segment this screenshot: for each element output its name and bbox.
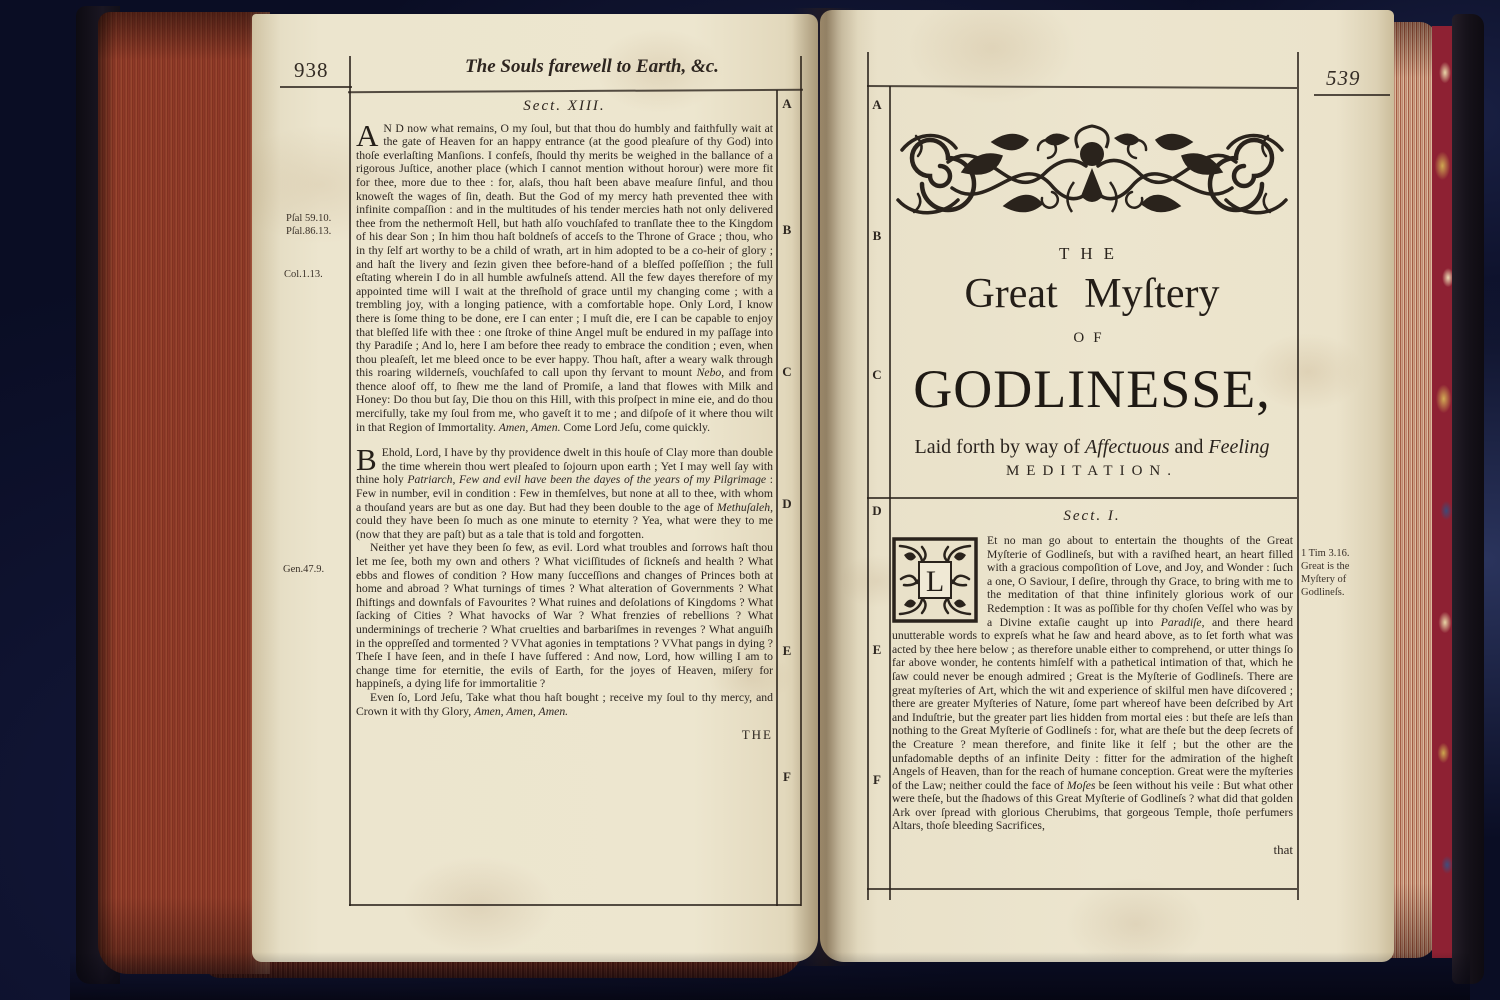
frame-inner-left-rule bbox=[889, 86, 891, 900]
running-title: The Souls farewell to Earth, &c. bbox=[465, 56, 719, 77]
column-letter-B: B bbox=[782, 222, 792, 237]
margin-note-line: 1 Tim 3.16. bbox=[1301, 548, 1350, 559]
page-number-rule-right bbox=[1314, 94, 1390, 96]
column-letter-D: D bbox=[782, 496, 792, 511]
right-page-number: 539 bbox=[1326, 66, 1361, 90]
margin-note-line: Myſtery of bbox=[1301, 574, 1347, 585]
catchword-right: that bbox=[1273, 842, 1293, 858]
margin-note-psal-59: Pſal 59.10. bbox=[286, 213, 332, 224]
column-letter-E: E bbox=[872, 642, 882, 657]
margin-note-line: Great is the bbox=[1301, 561, 1350, 572]
paragraph-1-text: N D now what remains, O my ſoul, but that thou do humbly and faithfully wait at the gate of Heaven for an happy entrance (at the good pleaſure of thy God) into thoſe everlaſting Manſions. I confeſs, ſhould thy merits be weighed in the ballance of a rigorous Juſtice, another place (which I cannot mention without horour) were more fit for thee, more due to thee : for, alaſs, thou haſt been abave meaſure ſinful, and thou knoweſt the wages of ſin, death. But the God of my mercy hath prevented thee with infinite compaſſion : and in the multitudes of his tender mercies hath not only delivered thee from the nethermoſt Hell, but hath alſo vouchſafed to tranſlate thee to the Kingdom of his dear Son ; In him thou haſt boldneſs of acceſs to the Throne of Grace ; thou, who in thy ſelf art worthy to be a child of wrath, art in him adopted to be a co-heir of glory ; and haſt the livery and ſezin given thee before-hand of a bleſſed poſſeſſion ; the full eſtating wherein I do in all humble awfulneſs attend. All the few dayes therefore of my appointed time will I wait at the threſhold of grace until my changing come ; with a trembling joy, with a longing patience, with a comfortable hope. Only Lord, I know there is ſome thing to be done, ere I can enter ; I muſt die, ere I can be capable to enjoy that bleſſed life with thee : one ſtroke of thine Angel muſt be endured in my paſſage into thy Paradiſe ; And lo, here I am before thee ready to embrace the condition ; even, when thou pleaſeſt, let me bleed once to be ever happy. Thou haſt, after a weary walk through this roaring wilderneſs, vouchſafed to call upon thy ſervant to mount Nebo, and from thence aloof off, to ſhew me the land of Promiſe, a land that flowes with Milk and Honey: Do thou but ſay, Die thou on this Hill, with this proſpect in mine eie, and do thou mercifully, take my ſoul from me, who gaveſt it to me ; and diſpoſe of it where thou wilt in that Region of Immortality. Amen, Amen. Come Lord Jeſu, come quickly. bbox=[356, 121, 774, 434]
right-fore-edge-pages bbox=[1390, 22, 1436, 958]
left-fore-edge-pages bbox=[98, 12, 270, 974]
header-rule bbox=[348, 89, 803, 93]
left-page-number: 938 bbox=[294, 58, 329, 82]
headpiece-woodcut-ornament bbox=[892, 122, 1292, 224]
column-letter-A: A bbox=[872, 97, 882, 112]
title-line-great-mystery: Great Myſtery bbox=[964, 271, 1220, 317]
margin-note-gen-47-9: Gen.47.9. bbox=[283, 564, 325, 575]
frame-left-rule bbox=[349, 56, 351, 906]
column-letter-D: D bbox=[872, 503, 882, 518]
left-text-column bbox=[356, 100, 773, 742]
decorated-initial-L-woodcut bbox=[892, 537, 978, 623]
frame-bottom-rule-right bbox=[867, 888, 1297, 890]
right-cover-board bbox=[1452, 14, 1484, 984]
margin-note-line: Godlineſs. bbox=[1301, 587, 1345, 598]
paragraph-3-text: Neither yet have they been ſo few, as evil. Lord what troubles and ſorrows haſt thou let me ſee, both my own and others ? What viciſſitudes of ſickneſs and health ? What ebbs and flowes of condition ? How many ſucceſſions and changes of Princes both at home and abroad ? What turnings of times ? What alteration of Governments ? What ſhiftings and downfals of Favourites ? What ruines and deſolations of Kingdoms ? What ſacking of Cities ? What havocks of War ? What frenzies of rebellions ? What underminings of trecherie ? What cruelties and barbariſmes in revenges ? What anguiſh in the oppreſſed and tormented ? VVhat agonies in temptations ? VVhat pangs in dying ? Theſe I have ſeen, and in theſe I have ſuffered : And now, Lord, how willing I am to change time for eternitie, the evils of Earth, for the joyes of Heaven, miſery for happineſs, a dying life for immortalitie ? bbox=[356, 541, 773, 691]
paragraph-4-text: Even ſo, Lord Jeſu, Take what thou haſt bought ; receive my ſoul to thy mercy, and Crown it with thy Glory, Amen, Amen, Amen. bbox=[356, 690, 773, 718]
left-page bbox=[252, 14, 818, 962]
column-letter-A: A bbox=[782, 96, 792, 111]
section-heading-i: Sect. I. bbox=[1063, 508, 1121, 524]
paragraph-4 bbox=[356, 691, 773, 718]
paragraph-1 bbox=[356, 117, 774, 435]
margin-note-psal-86: Pſal.86.13. bbox=[286, 226, 332, 237]
title-line-meditation: MEDITATION. bbox=[1005, 463, 1179, 479]
catchword-left: THE bbox=[741, 727, 773, 743]
paragraph-2 bbox=[356, 442, 774, 541]
right-body-text: Et no man go about to entertain the thoughts of the Great Myſterie of Godlineſs, but with a raviſhed heart, an heart filled with a gracious compoſition of Love, and Joy, and Wonder : ſuch a one, O Saviour, I deſire, through thy Grace, to bring with me to the meditation of that thine infinitely glorious work of our Redemption : It was as poſſible for thy choſen Veſſel who was by a Divine extaſie caught up into Paradiſe, and there heard unutterable words to expreſs what he ſaw and heard above, as to ſet forth what was acted by thee here below ; as therefore unable either to comprehend, or utter things ſo far above wonder, he contents himſelf with a pathetical intimation of that, which he ſaw could never be enough admired ; Great is the Myſterie of Godlineſs. There are great myſteries of Art, which the wit and experience of skilful men have diſcovered ; there are greater Myſteries of Nature, ſome part whereof have been deſcribed by Art and Induſtrie, but the greater part lies hidden from mortal eies : but theſe are leſs than nothing to the Great Myſterie of Godlineſs : for, what are theſe but the deep ſecrets of the Creature ? mean therefore, and finite like it ſelf ; but the other are the unfadomable depths of an infinite Deity : fitter for the admiration of the higheſt Angels of Heaven, than for the reach of humane conception. Great were the myſteries of the Law; neither could the face of Moſes be ſeen without his veile : But what other were theſe, but the ſhadows of this Great Myſterie of Godlineſs ? what did that golden Ark over ſpread with glorious Cherubims, that gorgeous Temple, thoſe perfumers Altars, thoſe bleeding Sacrifices, bbox=[892, 534, 1294, 833]
column-letter-C: C bbox=[782, 364, 792, 379]
column-letter-B: B bbox=[872, 228, 882, 243]
column-letter-E: E bbox=[782, 643, 792, 658]
paragraph-3 bbox=[356, 541, 773, 691]
margin-note-col-1-13: Col.1.13. bbox=[284, 269, 323, 280]
initial-letter-L: L bbox=[925, 565, 945, 598]
drop-cap-A: A bbox=[356, 117, 379, 153]
title-line-of: OF bbox=[1073, 330, 1111, 346]
column-letter-C: C bbox=[872, 367, 882, 382]
header-rule-right bbox=[867, 85, 1297, 88]
right-text-column bbox=[892, 534, 1293, 857]
frame-outer-right-rule bbox=[800, 56, 802, 906]
section-divider-rule bbox=[867, 497, 1297, 499]
margin-note-1-tim bbox=[1301, 547, 1371, 599]
frame-bottom-rule bbox=[349, 904, 801, 906]
title-subtitle: Laid forth by way of Affectuous and Feeling bbox=[914, 436, 1270, 458]
drop-cap-B: B bbox=[356, 442, 377, 478]
title-line-godlinesse: GODLINESSE, bbox=[913, 359, 1271, 419]
column-letter-F: F bbox=[873, 772, 881, 787]
paragraph-2-text: Ehold, Lord, I have by thy providence dwelt in this houſe of Clay more than double the time wherein thou wert pleaſed to ſojourn upon earth ; Yet I may well ſay with thine holy Patriarch, Few and evil have been the dayes of the years of my Pilgrimage : Few in number, evil in condition : Few in themſelves, but none at all to thee, with whom a thouſand years are but as one day. But had they been double to the age of Methuſaleh, could they have been ſo much as one minute to eternity ? Yea, what were they to me (now that they are paſt) but as a tale that is told and forgotten. bbox=[356, 446, 774, 541]
title-line-the: THE bbox=[1058, 244, 1126, 263]
column-letter-F: F bbox=[783, 769, 791, 784]
page-number-rule bbox=[280, 86, 352, 88]
section-heading-xiii: Sect. XIII. bbox=[523, 98, 606, 114]
right-page bbox=[820, 10, 1394, 962]
frame-right-rule bbox=[1297, 52, 1299, 900]
